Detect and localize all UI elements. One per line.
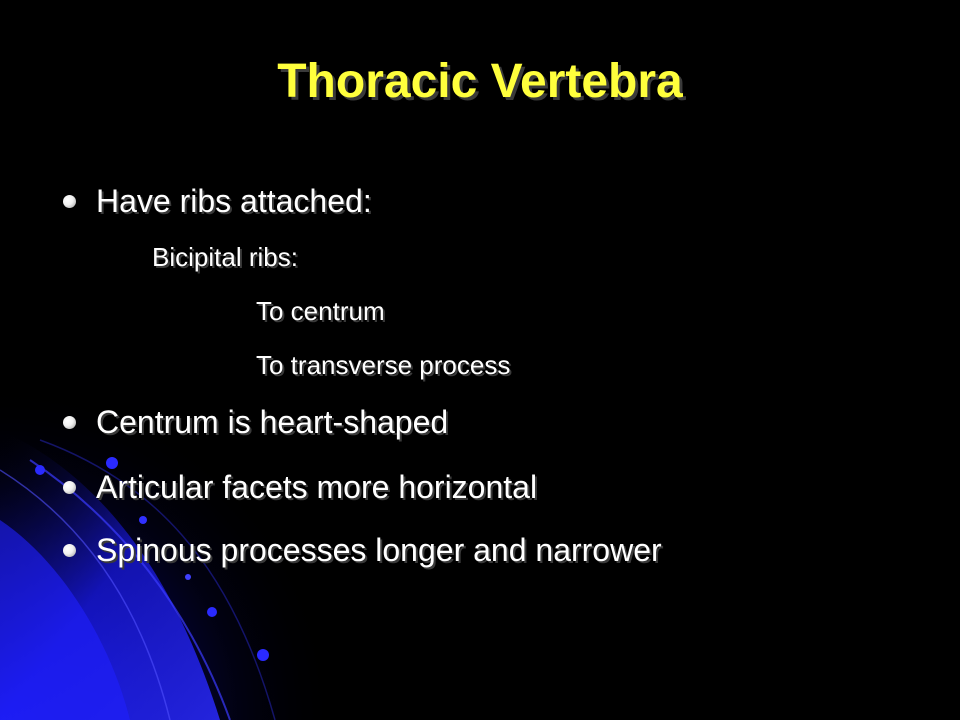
bullet-have-ribs-attached: Have ribs attached: [96,183,372,219]
slide-title: Thoracic Vertebra [277,55,683,108]
bullet-spinous-processes: Spinous processes longer and narrower [96,532,662,568]
bullet-centrum-heart-shaped: Centrum is heart-shaped [96,404,449,440]
bullet-dot [63,544,76,557]
bullet-dot [63,481,76,494]
sub-item-to-transverse-process: To transverse process [256,350,511,380]
bullet-articular-facets: Articular facets more horizontal [96,469,538,505]
bullet-dot [63,416,76,429]
sub-item-bicipital-ribs: Bicipital ribs: [152,242,298,272]
sub-item-to-centrum: To centrum [256,296,385,326]
bullet-dot [63,195,76,208]
